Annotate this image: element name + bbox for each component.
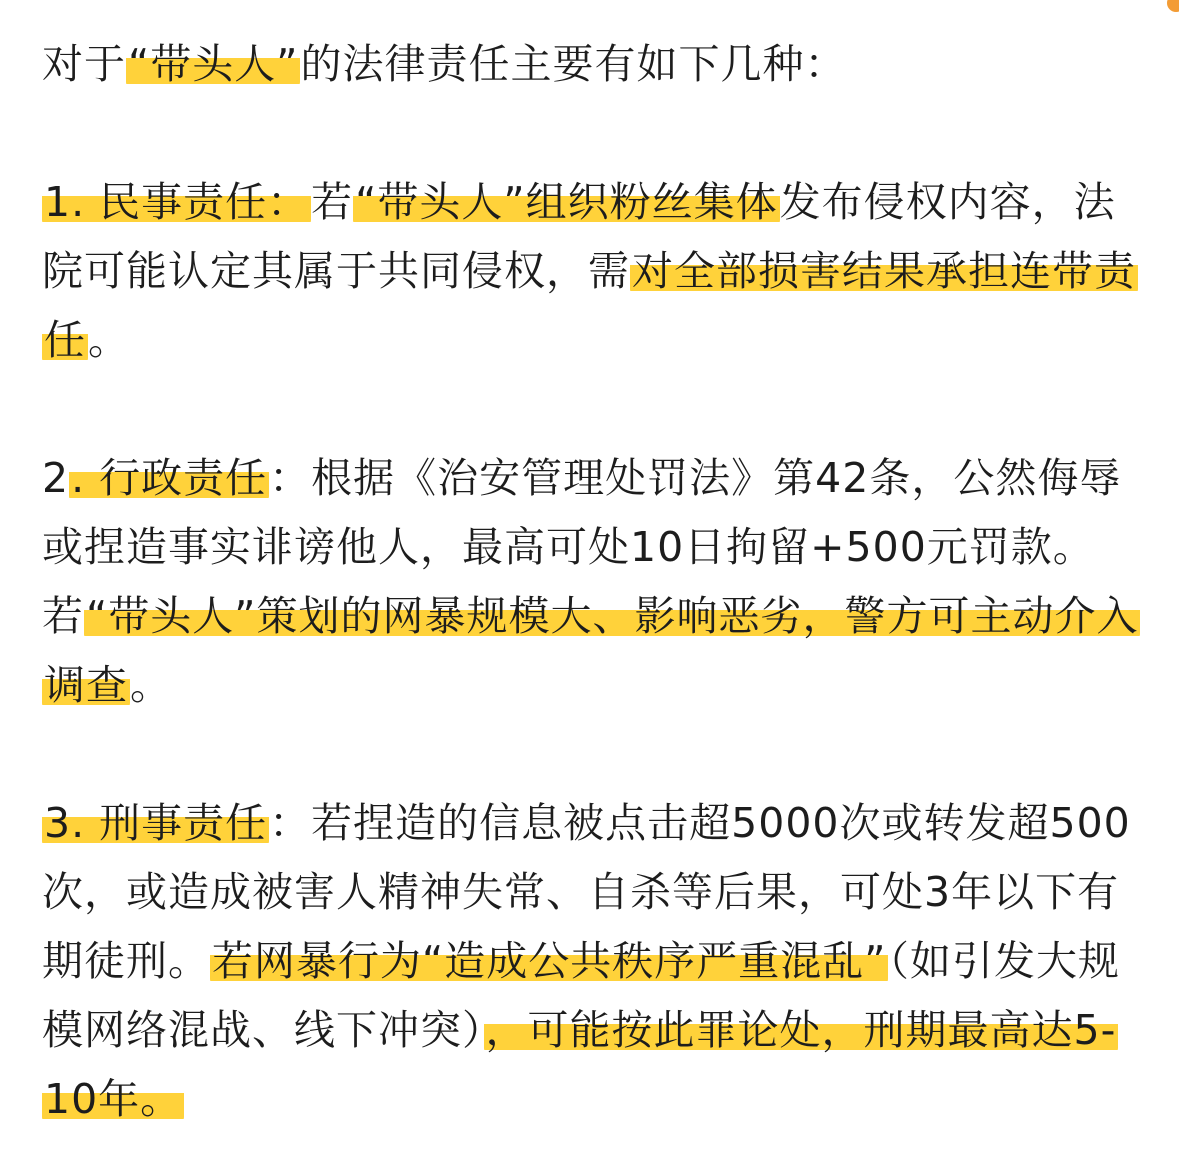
admin-colon: ： (269, 454, 312, 502)
admin-text-1: 根据《治安管理处罚法》第42条，公然侮辱或捏造事实诽谤他人，最高可处10日拘留+500元罚款。若 (42, 454, 1122, 640)
civil-highlight-1: “带头人”组织粉丝集体 (355, 178, 778, 226)
criminal-liability-paragraph (42, 789, 1142, 1134)
intro-highlight: “带头人” (128, 40, 299, 88)
paragraph-gap (42, 720, 1142, 789)
criminal-text-2: （如引发大规模网络混战、线下冲突） (42, 937, 1120, 1054)
admin-number: 2 (42, 454, 70, 502)
note-body (42, 30, 1142, 1134)
criminal-text-1: 若捏造的信息被点击超5000次或转发超500次，或造成被害人精神失常、自杀等后果，可处3年以下有期徒刑。 (42, 799, 1131, 985)
criminal-highlight-1: 若网暴行为“造成公共秩序严重混乱” (212, 937, 887, 985)
intro-paragraph (42, 30, 1142, 99)
admin-liability-title: . 行政责任 (71, 454, 268, 502)
admin-end: 。 (130, 661, 172, 709)
criminal-liability-title: 3. 刑事责任 (44, 799, 268, 847)
paragraph-gap (42, 375, 1142, 444)
criminal-colon: ： (269, 799, 312, 847)
civil-text-1: 若 (311, 178, 354, 226)
civil-end: 。 (88, 316, 130, 364)
civil-text-2: 发布侵权内容，法院可能认定其属于共同侵权，需 (42, 178, 1116, 295)
criminal-highlight-2: ，可能按此罪论处，刑期最高达5-10年。 (44, 1006, 1117, 1123)
civil-liability-paragraph (42, 168, 1142, 375)
corner-badge (1167, 0, 1179, 12)
admin-highlight-1: “带头人”策划的网暴规模大、影响恶劣，警方可主动介入调查 (44, 592, 1139, 709)
paragraph-gap (42, 99, 1142, 168)
intro-pre: 对于 (42, 40, 126, 88)
administrative-liability-paragraph (42, 444, 1142, 720)
intro-post: 的法律责任主要有如下几种： (300, 40, 847, 88)
civil-highlight-2: 对全部损害结果承担连带责任 (44, 247, 1136, 364)
civil-liability-title: 1. 民事责任： (44, 178, 310, 226)
